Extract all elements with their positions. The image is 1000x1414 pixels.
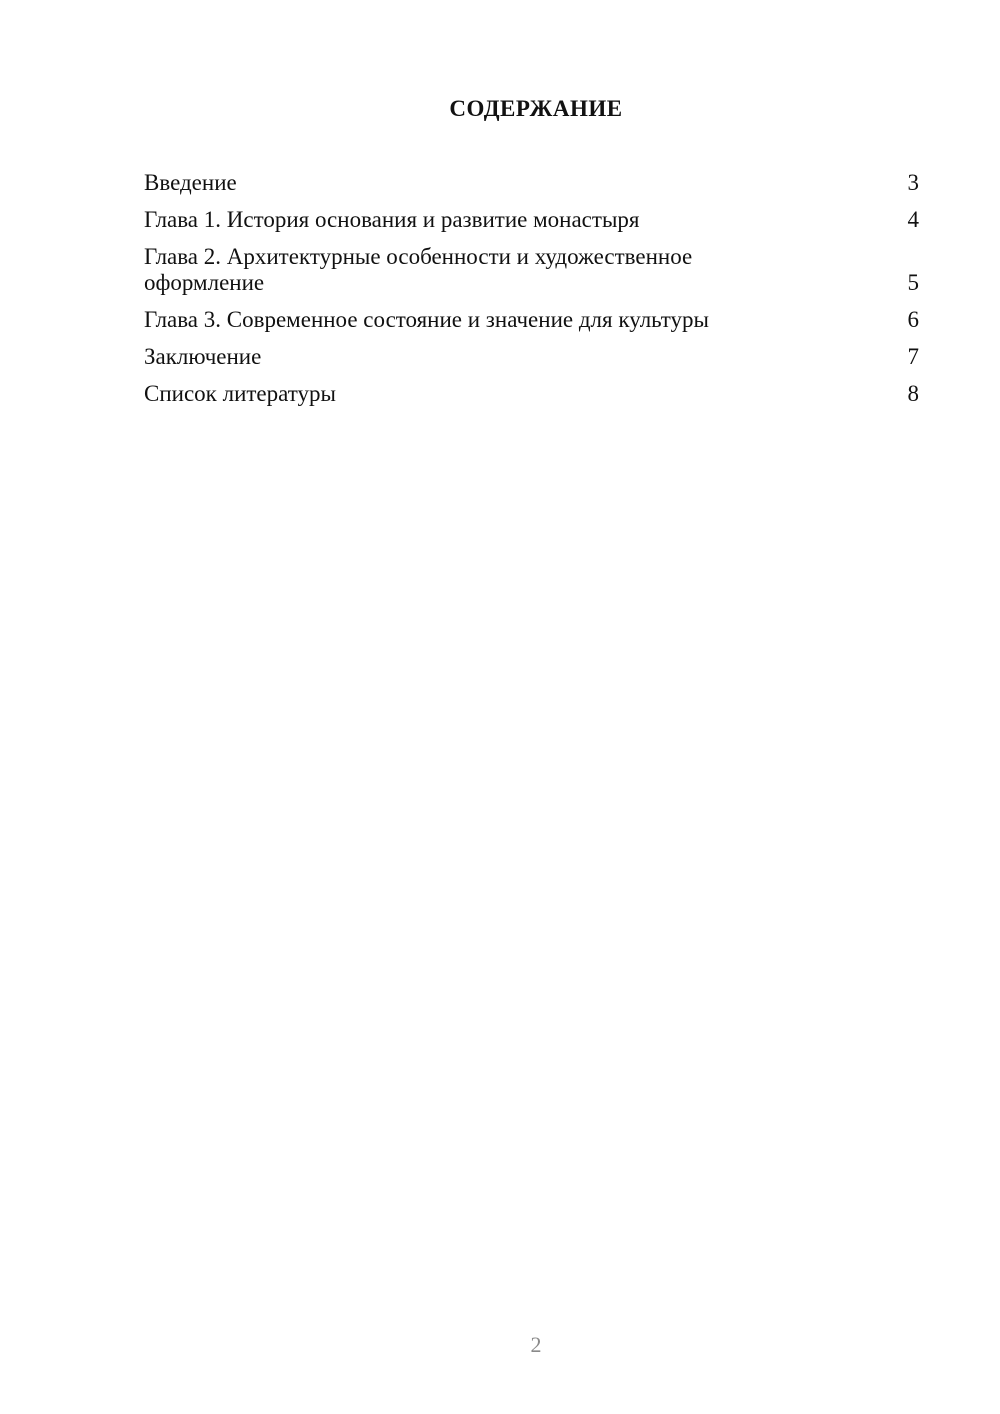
toc-entry-page: 6 — [907, 307, 919, 332]
toc-entry-page: 3 — [907, 170, 919, 195]
toc-entry-label: Заключение — [144, 344, 262, 369]
toc-entry-page: 4 — [907, 207, 919, 232]
toc-entry-label: Глава 1. История основания и развитие монастыря — [144, 207, 640, 232]
page-number: 2 — [530, 1332, 542, 1357]
table-of-contents — [144, 170, 919, 418]
toc-title: СОДЕРЖАНИЕ — [449, 96, 623, 121]
toc-entry-page: 7 — [907, 344, 919, 369]
toc-entry-chapter-3 — [144, 307, 919, 333]
toc-entry-page: 5 — [907, 270, 919, 295]
toc-entry-chapter-1 — [144, 207, 919, 233]
toc-entry-page: 8 — [907, 381, 919, 406]
toc-entry-chapter-2 — [144, 244, 919, 296]
toc-entry-label: Введение — [144, 170, 237, 195]
toc-entry-label: Глава 2. Архитектурные особенности и художественное оформление — [144, 244, 693, 295]
toc-entry-bibliography — [144, 381, 919, 407]
toc-entry-introduction — [144, 170, 919, 196]
toc-entry-label: Список литературы — [144, 381, 336, 406]
toc-entry-label: Глава 3. Современное состояние и значение для культуры — [144, 307, 709, 332]
toc-entry-conclusion — [144, 344, 919, 370]
